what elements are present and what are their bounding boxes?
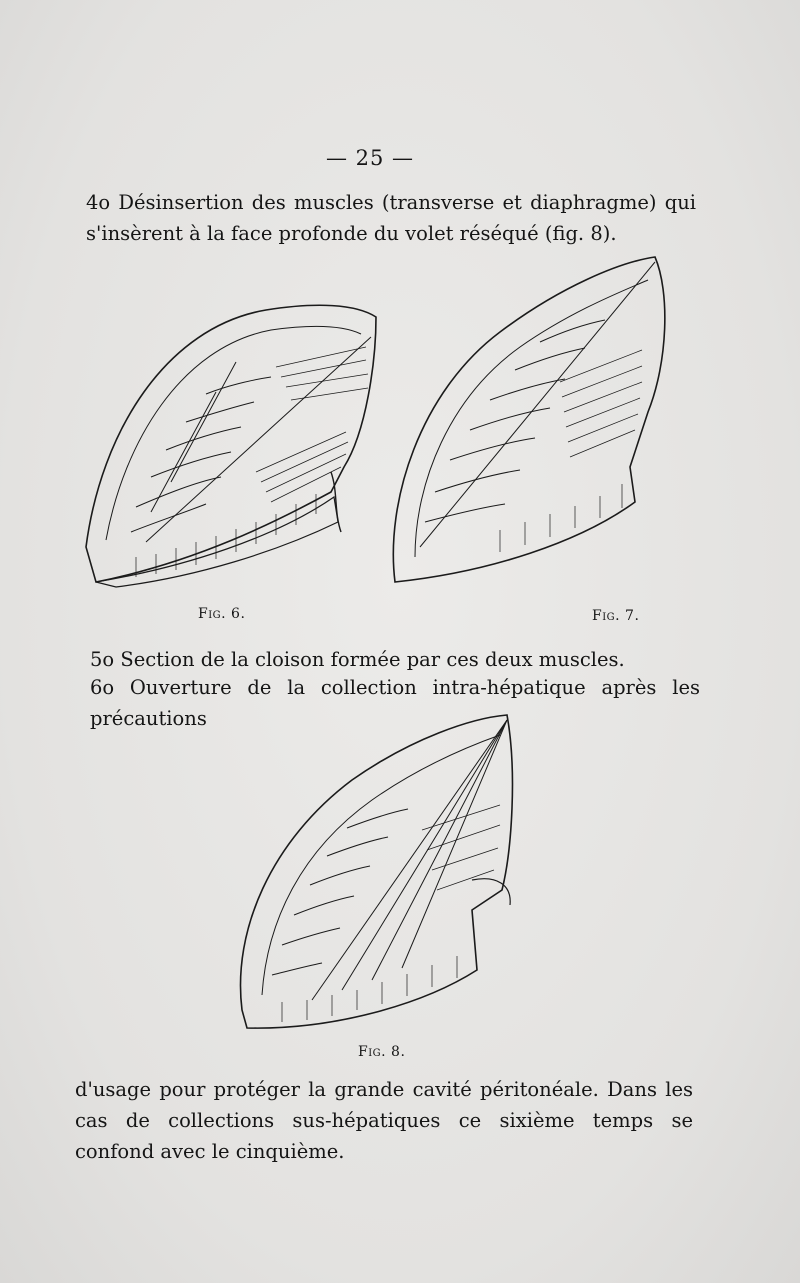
figure-8-caption: Fig. 8. — [358, 1044, 406, 1060]
fig8-flap-outline — [240, 715, 512, 1028]
fig6-flap-outline — [86, 305, 376, 582]
paragraph-step-4: 4o Désinsertion des muscles (transverse et diaphragme) qui s'insèrent à la face profonde du volet réséqué (fig. 8). — [86, 191, 696, 245]
paragraph-step-6: 6o Ouverture de la collection intra-hépatique après les précautions — [90, 676, 700, 730]
paragraph-step-5: 5o Section de la cloison formée par ces deux muscles. — [90, 648, 625, 671]
figure-7-illustration — [380, 252, 675, 597]
figure-6-illustration — [76, 282, 392, 592]
paragraph-continuation: d'usage pour protéger la grande cavité péritonéale. Dans les cas de collections sus-hépatiques ce sixième temps se confond avec le cinquième. — [75, 1078, 693, 1163]
figure-7-caption: Fig. 7. — [592, 608, 640, 624]
figure-8-illustration — [222, 710, 522, 1040]
figure-6-caption: Fig. 6. — [198, 606, 246, 622]
page-number: — 25 — — [325, 146, 415, 170]
